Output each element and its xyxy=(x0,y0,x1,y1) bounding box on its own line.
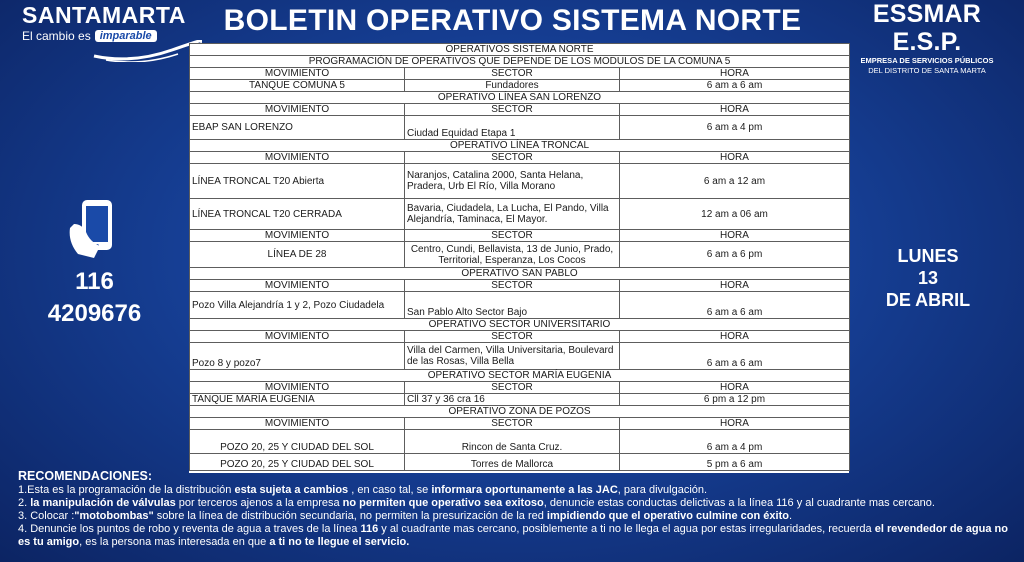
header-movimiento: MOVIMIENTO xyxy=(190,331,405,343)
santamarta-logo xyxy=(22,2,192,43)
contact-number-116: 116 xyxy=(75,268,114,295)
header-row xyxy=(190,280,850,292)
rec-text: 1.Esta es la programación de la distribución xyxy=(18,484,235,496)
table-subtitle: PROGRAMACIÓN DE OPERATIVOS QUE DEPENDE DE LOS MODULOS DE LA COMUNA 5 xyxy=(190,56,850,68)
header-sector: SECTOR xyxy=(405,331,620,343)
recommendation-1 xyxy=(18,484,1008,497)
section-title: OPERATIVO SECTOR MARÍA EUGENIA xyxy=(190,370,850,382)
recommendation-2 xyxy=(18,497,1008,510)
rec-bold: la manipulación de válvulas xyxy=(30,497,176,509)
rec-bold: el revendedor de agua no es tu amigo xyxy=(18,523,1008,548)
cell-sector: San Pablo Alto Sector Bajo xyxy=(405,292,620,319)
header-sector: SECTOR xyxy=(405,152,620,164)
cell-sector: Torres de Mallorca xyxy=(405,454,620,471)
date-num: 13 xyxy=(917,268,939,288)
table-row xyxy=(190,343,850,370)
essmar-logo xyxy=(852,0,1002,75)
cell-movimiento: LÍNEA TRONCAL T20 CERRADA xyxy=(190,199,405,230)
table-row xyxy=(190,292,850,319)
header-hora: HORA xyxy=(620,331,850,343)
header-row xyxy=(190,331,850,343)
cell-movimiento: LÍNEA TRONCAL T20 Abierta xyxy=(190,164,405,199)
section-title: OPERATIVO LÍNEA TRONCAL xyxy=(190,140,850,152)
section-title: OPERATIVO LÍNEA SAN LORENZO xyxy=(190,92,850,104)
cell-sector: Ciudad Equidad Etapa 1 xyxy=(405,116,620,140)
header-sector: SECTOR xyxy=(405,68,620,80)
header-movimiento: MOVIMIENTO xyxy=(190,104,405,116)
date-block xyxy=(878,245,978,311)
header-movimiento: MOVIMIENTO xyxy=(190,382,405,394)
cell-hora: 6 am a 12 am xyxy=(620,164,850,199)
date-day: LUNES xyxy=(897,246,959,266)
recommendation-4 xyxy=(18,523,1008,549)
table-row xyxy=(190,430,850,454)
cell-movimiento: Pozo Villa Alejandría 1 y 2, Pozo Ciudadela xyxy=(190,292,405,319)
cell-hora: 6 am a 4 pm xyxy=(620,430,850,454)
tagline-pill: imparable xyxy=(95,30,157,42)
rec-text: sobre la línea de distribución secundaria, no permiten la presurización de la red xyxy=(153,510,547,522)
header-sector: SECTOR xyxy=(405,382,620,394)
section-title: OPERATIVO SAN PABLO xyxy=(190,268,850,280)
essmar-brand: ESSMAR E.S.P. xyxy=(872,0,982,56)
table-row xyxy=(190,394,850,406)
header-sector: SECTOR xyxy=(405,104,620,116)
cell-sector: Bavaria, Ciudadela, La Lucha, El Pando, Villa Alejandría, Taminaca, El Mayor. xyxy=(405,199,620,230)
cell-hora: 6 am a 6 pm xyxy=(620,242,850,268)
header-hora: HORA xyxy=(620,418,850,430)
header-row xyxy=(190,382,850,394)
header-movimiento: MOVIMIENTO xyxy=(190,230,405,242)
header-row xyxy=(190,104,850,116)
header-row xyxy=(190,152,850,164)
cell-movimiento: TANQUE COMUNA 5 xyxy=(190,80,405,92)
rec-text: 4. Denuncie los puntos de robo y reventa de agua a traves de la línea xyxy=(18,523,361,535)
operations-table-panel xyxy=(189,43,849,473)
wave-icon xyxy=(92,40,202,62)
contact-block xyxy=(32,198,157,328)
rec-text: , es la persona mas interesada en que xyxy=(79,536,270,548)
rec-text: , denuncie estas conductas delictivas a la línea 116 y al cuadrante mas cercano. xyxy=(543,497,935,509)
cell-hora: 6 pm a 12 pm xyxy=(620,394,850,406)
header-sector: SECTOR xyxy=(405,418,620,430)
rec-text: , para divulgación. xyxy=(617,484,708,496)
cell-hora: 6 am a 6 am xyxy=(620,343,850,370)
cell-movimiento: LÍNEA DE 28 xyxy=(190,242,405,268)
table-row xyxy=(190,80,850,92)
cell-movimiento: POZO 20, 25 Y CIUDAD DEL SOL xyxy=(190,454,405,471)
header-row xyxy=(190,230,850,242)
rec-bold: informara oportunamente a las JAC xyxy=(431,484,618,496)
header-movimiento: MOVIMIENTO xyxy=(190,68,405,80)
header-hora: HORA xyxy=(620,68,850,80)
recommendations-title: RECOMENDACIONES: xyxy=(18,469,153,483)
rec-text: , en caso tal, se xyxy=(348,484,432,496)
contact-number-phone: 4209676 xyxy=(47,300,142,327)
cell-movimiento: EBAP SAN LORENZO xyxy=(190,116,405,140)
header-row xyxy=(190,418,850,430)
header-movimiento: MOVIMIENTO xyxy=(190,152,405,164)
header-hora: HORA xyxy=(620,382,850,394)
header-hora: HORA xyxy=(620,230,850,242)
table-row xyxy=(190,116,850,140)
header-movimiento: MOVIMIENTO xyxy=(190,418,405,430)
rec-bold: "motobombas" xyxy=(74,510,154,522)
rec-bold: esta sujeta a cambios xyxy=(234,484,349,496)
cell-sector: Fundadores xyxy=(405,80,620,92)
section-title: OPERATIVO ZONA DE POZOS xyxy=(190,406,850,418)
header-hora: HORA xyxy=(620,104,850,116)
rec-text: 3. Colocar : xyxy=(18,510,75,522)
cell-hora: 12 am a 06 am xyxy=(620,199,850,230)
rec-bold: impidiendo que el operativo culmine con éxito xyxy=(546,510,789,522)
cell-movimiento: POZO 20, 25 Y CIUDAD DEL SOL xyxy=(190,430,405,454)
cell-hora: 6 am a 6 am xyxy=(620,292,850,319)
cell-hora: 6 am a 6 am xyxy=(620,80,850,92)
header-sector: SECTOR xyxy=(405,230,620,242)
santamarta-brand: SANTAMARTA xyxy=(22,2,186,28)
cell-sector: Rincon de Santa Cruz. xyxy=(405,430,620,454)
rec-bold: 116 xyxy=(360,523,379,535)
table-title: OPERATIVOS SISTEMA NORTE xyxy=(190,44,850,56)
table-row xyxy=(190,454,850,471)
date-month: DE ABRIL xyxy=(885,290,971,310)
recommendation-3 xyxy=(18,510,1008,523)
rec-text: . xyxy=(788,510,793,522)
table-row xyxy=(190,242,850,268)
operations-table xyxy=(189,43,850,471)
cell-sector: Villa del Carmen, Villa Universitaria, Boulevard de las Rosas, Villa Bella xyxy=(405,343,620,370)
phone-hand-icon xyxy=(60,198,130,260)
rec-text: por terceros ajenos a la empresa xyxy=(175,497,343,509)
section-title: OPERATIVO SECTOR UNIVERSITARIO xyxy=(190,319,850,331)
header-sector: SECTOR xyxy=(405,280,620,292)
cell-movimiento: Pozo 8 y pozo7 xyxy=(190,343,405,370)
cell-movimiento: TANQUE MARÍA EUGENIA xyxy=(190,394,405,406)
header-row xyxy=(190,68,850,80)
rec-bold: a ti no te llegue el servicio. xyxy=(269,536,410,548)
cell-sector: Centro, Cundi, Bellavista, 13 de Junio, Prado, Territorial, Esperanza, Los Cocos xyxy=(405,242,620,268)
essmar-line1: EMPRESA DE SERVICIOS PÚBLICOS xyxy=(860,56,994,65)
table-row xyxy=(190,164,850,199)
header-hora: HORA xyxy=(620,280,850,292)
rec-bold: no permiten que operativo sea exitoso xyxy=(342,497,544,509)
table-row xyxy=(190,199,850,230)
page-title: BOLETIN OPERATIVO SISTEMA NORTE xyxy=(223,4,802,37)
tagline-text: El cambio es xyxy=(22,29,91,43)
header-movimiento: MOVIMIENTO xyxy=(190,280,405,292)
cell-hora: 6 am a 4 pm xyxy=(620,116,850,140)
cell-hora: 5 pm a 6 am xyxy=(620,454,850,471)
header-hora: HORA xyxy=(620,152,850,164)
rec-text: 2. xyxy=(18,497,31,509)
cell-sector: Cll 37 y 36 cra 16 xyxy=(405,394,620,406)
essmar-line2: DEL DISTRITO DE SANTA MARTA xyxy=(868,66,986,75)
recommendations xyxy=(18,469,1008,549)
rec-text: y al cuadrante mas cercano, posiblemente a ti no le llega el agua por estas irregularidades, recuerda xyxy=(378,523,875,535)
cell-sector: Naranjos, Catalina 2000, Santa Helana, Pradera, Urb El Río, Villa Morano xyxy=(405,164,620,199)
